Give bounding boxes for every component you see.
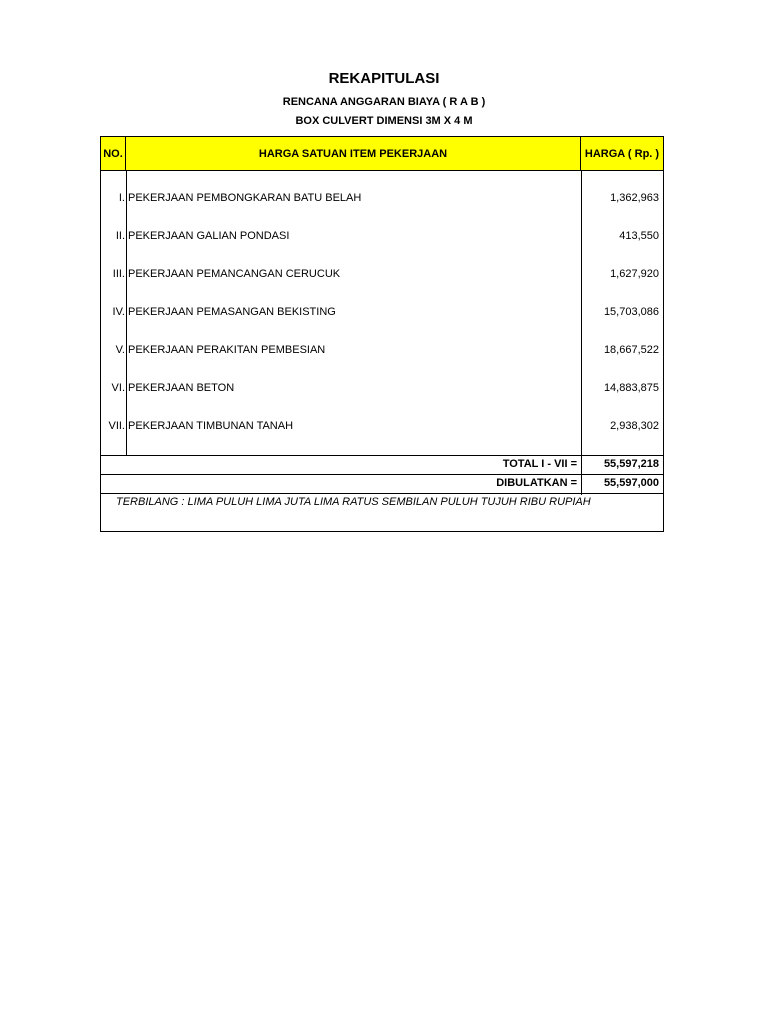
table-row — [101, 189, 663, 209]
header-harga: HARGA ( Rp. ) — [581, 137, 663, 171]
total-label: TOTAL I - VII = — [502, 458, 577, 470]
row-no: V. — [115, 344, 125, 356]
row-value: 1,362,963 — [610, 192, 659, 204]
row-value: 1,627,920 — [610, 268, 659, 280]
row-divider — [101, 493, 663, 494]
row-item: PEKERJAAN GALIAN PONDASI — [128, 230, 290, 242]
column-divider — [581, 171, 582, 495]
row-value: 18,667,522 — [603, 344, 659, 356]
row-no: III. — [112, 268, 125, 280]
table-row — [101, 417, 663, 437]
row-no: VI. — [111, 382, 125, 394]
table-row — [101, 265, 663, 285]
project-name: BOX CULVERT DIMENSI 3M X 4 M — [295, 115, 473, 127]
row-value: 15,703,086 — [603, 306, 659, 318]
amount-in-words: TERBILANG : LIMA PULUH LIMA JUTA LIMA RATUS SEMBILAN PULUH TUJUH RIBU RUPIAH — [116, 496, 591, 508]
row-no: VII. — [108, 420, 125, 432]
header-item: HARGA SATUAN ITEM PEKERJAAN — [126, 137, 581, 171]
row-no: II. — [115, 230, 125, 242]
rounded-row — [101, 475, 663, 493]
table-row — [101, 341, 663, 361]
document-subtitle: RENCANA ANGGARAN BIAYA ( R A B ) — [282, 96, 486, 108]
row-no: IV. — [112, 306, 125, 318]
row-item: PEKERJAAN PEMBONGKARAN BATU BELAH — [128, 192, 362, 204]
row-item: PEKERJAAN BETON — [128, 382, 235, 394]
row-no: I. — [118, 192, 125, 204]
table-row — [101, 379, 663, 399]
total-row — [101, 456, 663, 474]
rounded-value: 55,597,000 — [603, 477, 659, 489]
recap-table — [100, 136, 664, 532]
table-row — [101, 227, 663, 247]
document-title: REKAPITULASI — [328, 70, 440, 87]
row-item: PEKERJAAN TIMBUNAN TANAH — [128, 420, 294, 432]
row-value: 2,938,302 — [610, 420, 659, 432]
total-value: 55,597,218 — [603, 458, 659, 470]
rounded-label: DIBULATKAN = — [496, 477, 577, 489]
row-item: PEKERJAAN PERAKITAN PEMBESIAN — [128, 344, 326, 356]
row-item: PEKERJAAN PEMANCANGAN CERUCUK — [128, 268, 341, 280]
row-item: PEKERJAAN PEMASANGAN BEKISTING — [128, 306, 336, 318]
header-no: NO. — [101, 137, 126, 171]
row-value: 413,550 — [619, 230, 659, 242]
row-value: 14,883,875 — [603, 382, 659, 394]
table-row — [101, 303, 663, 323]
